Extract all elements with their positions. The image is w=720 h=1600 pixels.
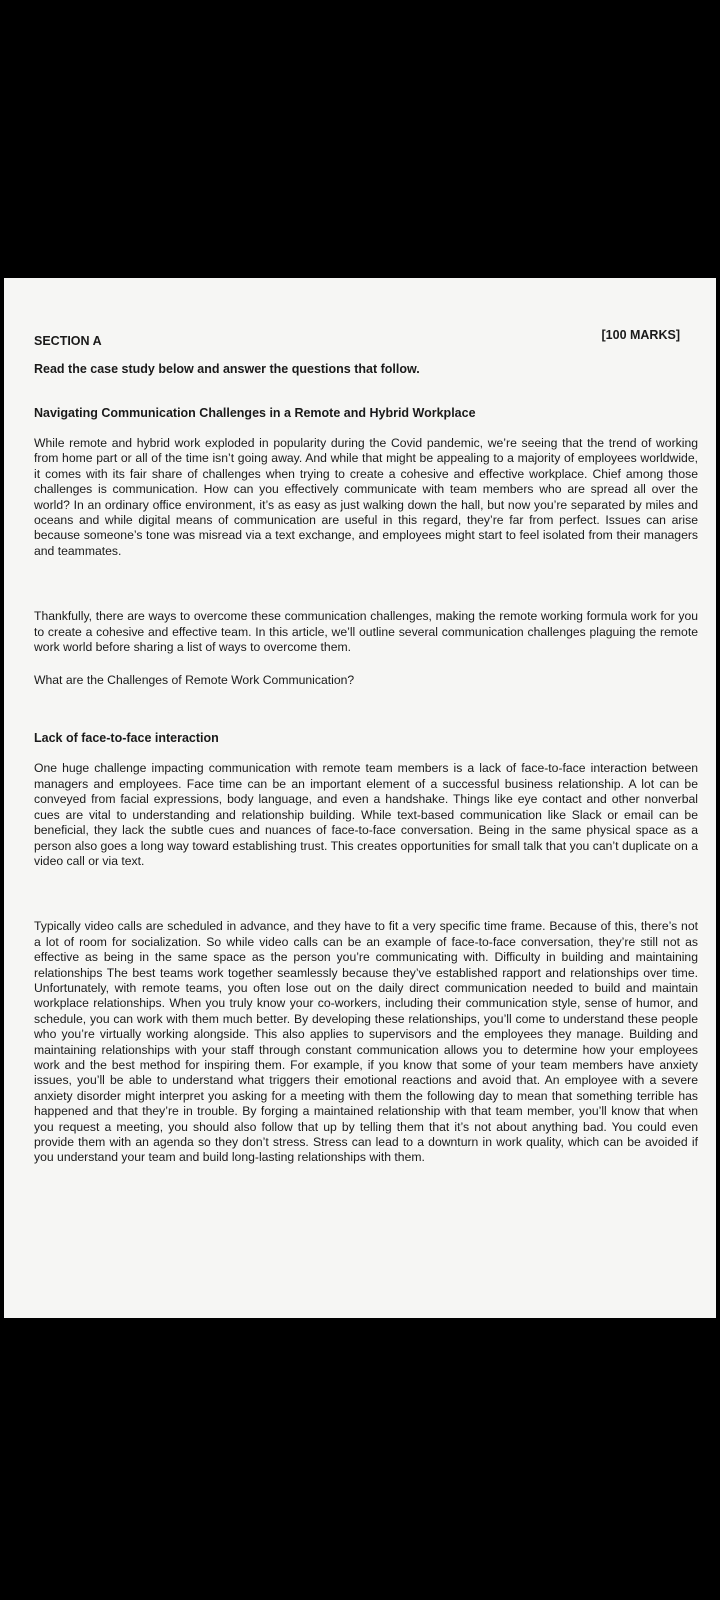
paragraph-relationships: Typically video calls are scheduled in advance, and they have to fit a very specific time frame. Because of this, there’s not a lot of room for socialization. So while video calls can be an example of face-to-face conversation, they’re still not as effective as being in the same space as the person you’re communicating with. Difficulty in building and maintaining relationships The best teams work together seamlessly because they’ve established rapport and relationships over time. Unfortunately, with remote teams, you often lose out on the daily direct communication needed to build and maintain workplace relationships. When you truly know your co-workers, including their communication style, sense of humor, and schedule, you can work with them much better. By developing these relationships, you’ll come to understand these people who you’re virtually working alongside. This also applies to supervisors and the employees they manage. Building and maintaining relationships with your staff through constant communication allows you to determine how your employees work and the best method for inspiring them. For example, if you know that some of your team members have anxiety issues, you’ll be able to understand what triggers their emotional reactions and avoid that. An employee with a severe anxiety disorder might interpret you asking for a meeting with them the following day to mean that something terrible has happened and that they’re in trouble. By forging a maintained relationship with that team member, you’ll know that when you request a meeting, you should also follow that up by telling them that it’s not about anything bad. You could even provide them with an agenda so they don’t stress. Stress can lead to a downturn in work quality, which can be avoided if you understand your team and build long-lasting relationships with them. bbox=[34, 919, 698, 1165]
section-question: What are the Challenges of Remote Work Communication? bbox=[34, 673, 355, 688]
instruction: Read the case study below and answer the questions that follow. bbox=[34, 362, 420, 376]
paragraph-overview: Thankfully, there are ways to overcome these communication challenges, making the remote working formula work for you to create a cohesive and effective team. In this article, we’ll outline several communication challenges plaguing the remote work world before sharing a list of ways to overcome them. bbox=[34, 609, 698, 655]
subheading-face-to-face: Lack of face-to-face interaction bbox=[34, 731, 219, 746]
paragraph-intro: While remote and hybrid work exploded in popularity during the Covid pandemic, we’re seeing that the trend of working from home part or all of the time isn’t going away. And while that might be appealing to a majority of employees worldwide, it comes with its fair share of challenges when trying to create a cohesive and effective workplace. Chief among those challenges is communication. How can you effectively communicate with team members who are spread all over the world? In an ordinary office environment, it’s as easy as just walking down the hall, but now you’re separated by miles and oceans and while digital means of communication are useful in this regard, they’re far from perfect. Issues can arise because someone’s tone was misread via a text exchange, and employees might start to feel isolated from their managers and teammates. bbox=[34, 436, 698, 558]
document-page bbox=[4, 278, 716, 1318]
header-row bbox=[30, 328, 702, 352]
case-study-title: Navigating Communication Challenges in a Remote and Hybrid Workplace bbox=[34, 406, 476, 420]
paragraph-face-to-face: One huge challenge impacting communication with remote team members is a lack of face-to-face interaction between managers and employees. Face time can be an important element of a successful business relationship. A lot can be conveyed from facial expressions, body language, and even a handshake. Things like eye contact and other nonverbal cues are vital to understanding and relationship building. While text-based communication like Slack or email can be beneficial, they lack the subtle cues and nuances of face-to-face conversation. Being in the same physical space as a person also goes a long way toward establishing trust. This creates opportunities for small talk that you can’t duplicate on a video call or via text. bbox=[34, 761, 698, 868]
total-marks: [100 MARKS] bbox=[601, 328, 680, 342]
section-title: SECTION A bbox=[34, 334, 102, 348]
